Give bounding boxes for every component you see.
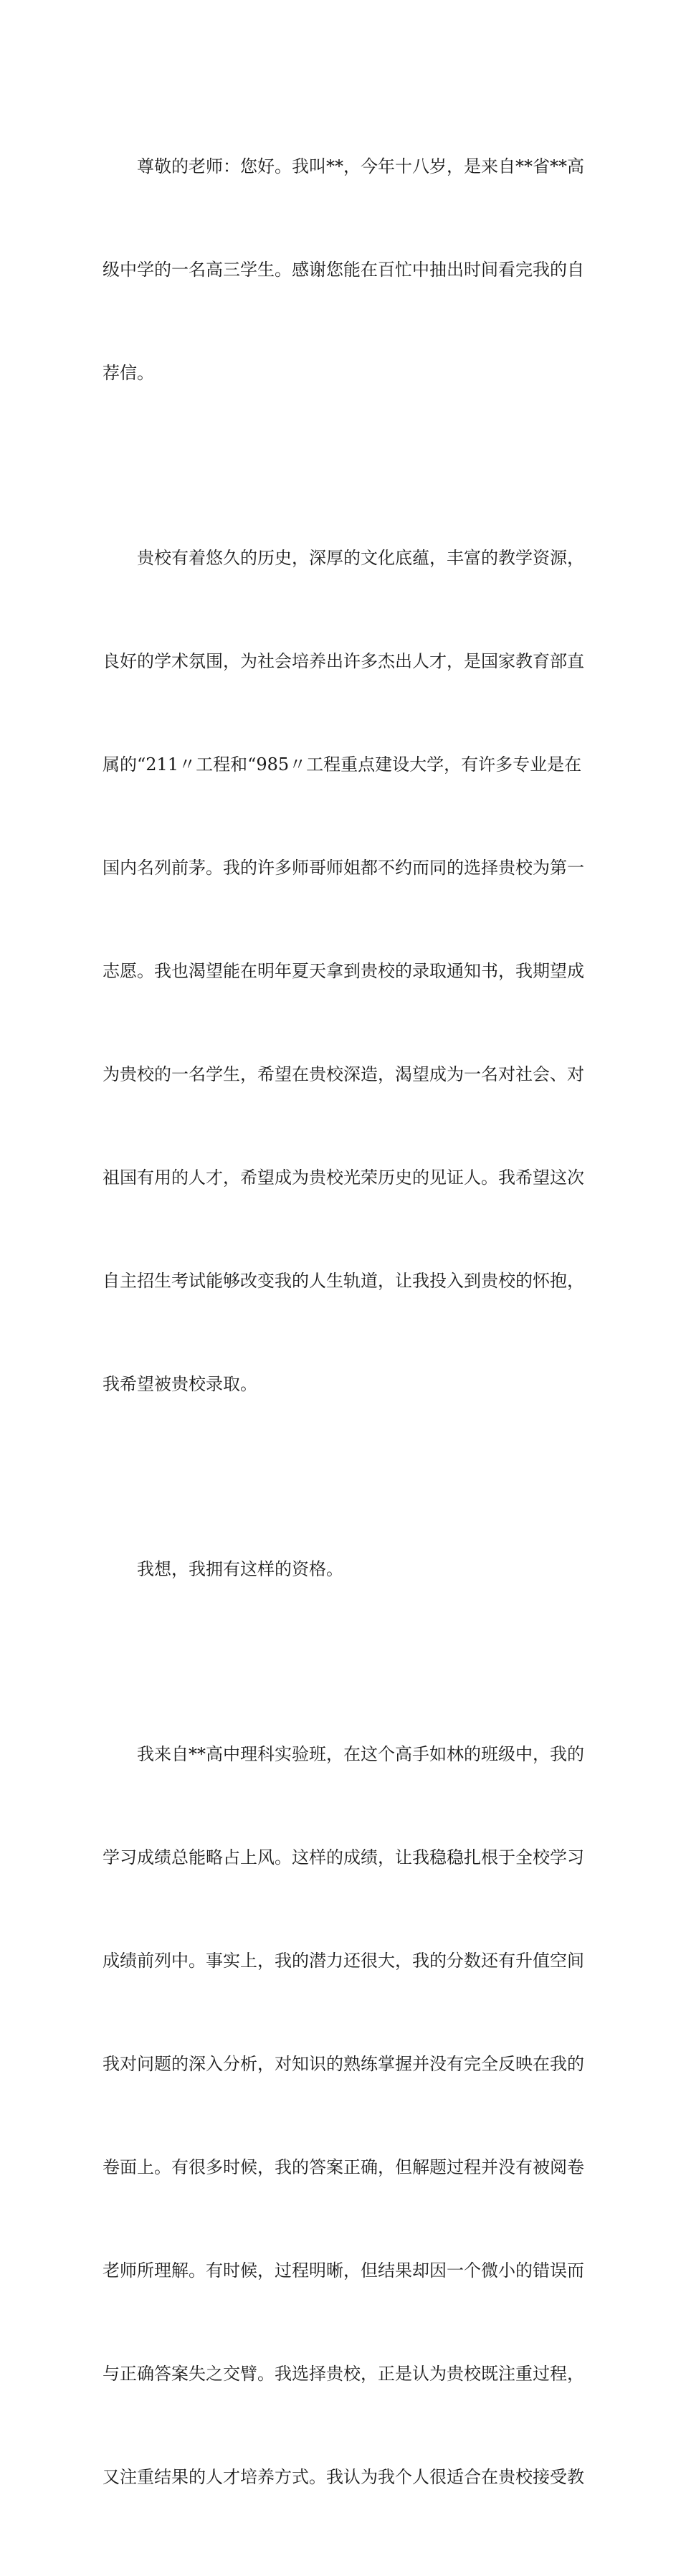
text-line: 自主招生考试能够改变我的人生轨道，让我投入到贵校的怀抱， xyxy=(103,1271,584,1291)
text-line: 我来自**高中理科实验班，在这个高手如林的班级中，我的 xyxy=(137,1744,584,1764)
text-line: 志愿。我也渴望能在明年夏天拿到贵校的录取通知书，我期望成 xyxy=(103,961,584,981)
text-line: 属的“211〃工程和“985〃工程重点建设大学，有许多专业是在 xyxy=(103,754,582,775)
text-line: 成绩前列中。事实上，我的潜力还很大，我的分数还有升值空间 xyxy=(103,1951,584,1971)
text-line: 我希望被贵校录取。 xyxy=(103,1374,257,1394)
text-line: 我对问题的深入分析，对知识的熟练掌握并没有完全反映在我的 xyxy=(103,2054,584,2074)
paragraph-achievements xyxy=(103,1668,584,2563)
text-line: 与正确答案失之交臂。我选择贵校，正是认为贵校既注重过程， xyxy=(103,2364,584,2384)
text-line: 为贵校的一名学生，希望在贵校深造，渴望成为一名对社会、对 xyxy=(103,1064,584,1084)
text-line: 老师所理解。有时候，过程明晰，但结果却因一个微小的错误而 xyxy=(103,2260,584,2281)
letter-body xyxy=(103,80,584,2576)
text-line: 良好的学术氛围，为社会培养出许多杰出人才，是国家教育部直 xyxy=(103,651,584,671)
paragraph-qualification xyxy=(103,1483,580,1655)
text-line: 荐信。 xyxy=(103,363,154,383)
text-line: 学习成绩总能略占上风。这样的成绩，让我稳稳扎根于全校学习 xyxy=(103,1847,584,1867)
text-line: 又注重结果的人才培养方式。我认为我个人很适合在贵校接受教 xyxy=(103,2467,584,2487)
paragraph-school-description xyxy=(103,472,584,1470)
paragraph-greeting xyxy=(103,80,584,459)
text-line: 祖国有用的人才，希望成为贵校光荣历史的见证人。我希望这次 xyxy=(103,1168,584,1188)
text-line: 级中学的一名高三学生。感谢您能在百忙中抽出时间看完我的自 xyxy=(103,260,584,280)
text-line: 贵校有着悠久的历史，深厚的文化底蕴，丰富的教学资源， xyxy=(137,548,584,568)
text-line: 我想，我拥有这样的资格。 xyxy=(137,1559,343,1579)
text-line: 国内名列前茅。我的许多师哥师姐都不约而同的选择贵校为第一 xyxy=(103,858,584,878)
text-line: 卷面上。有很多时候，我的答案正确，但解题过程并没有被阅卷 xyxy=(103,2157,584,2177)
text-line: 尊敬的老师：您好。我叫**，今年十八岁，是来自**省**高 xyxy=(137,156,584,176)
